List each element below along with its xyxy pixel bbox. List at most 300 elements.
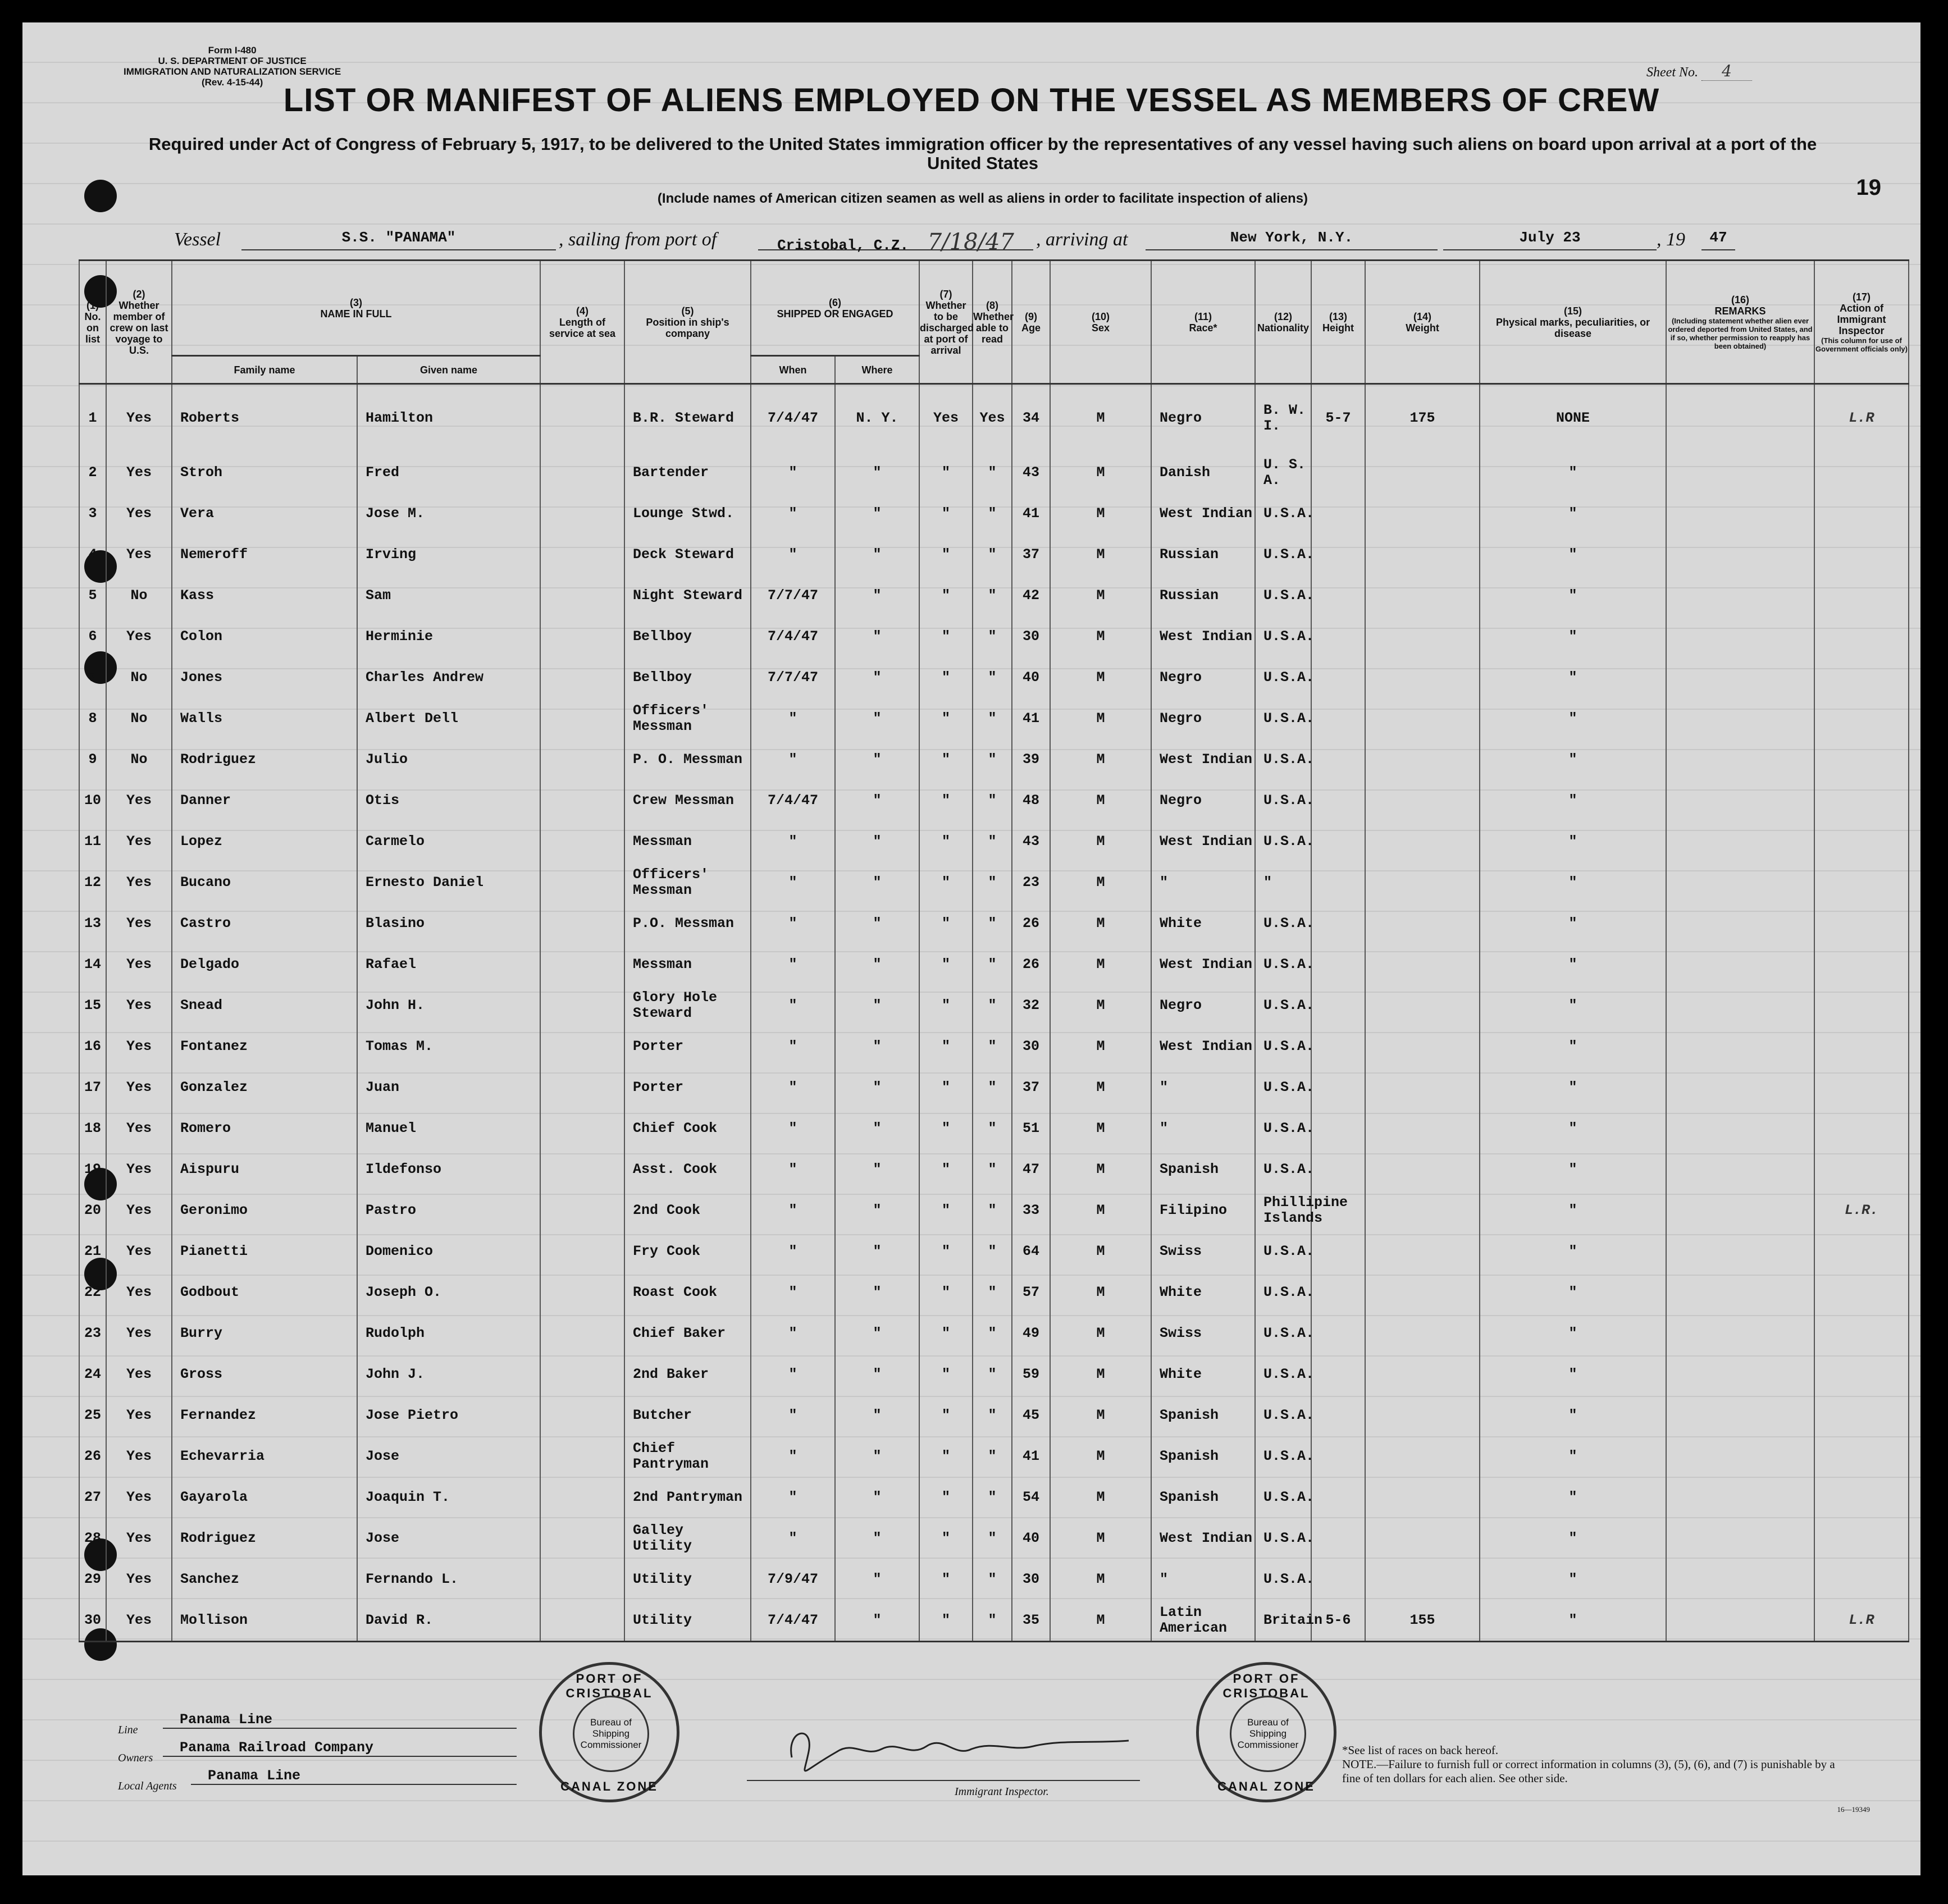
discharged-cell: ": [919, 1600, 973, 1642]
given-name-cell: Rafael: [357, 944, 540, 985]
nationality-cell: U.S.A.: [1255, 493, 1311, 534]
race-cell: West Indian: [1151, 1518, 1255, 1559]
family-name-cell: Snead: [172, 985, 357, 1026]
col-given-name-header: Given name: [357, 356, 540, 384]
shipped-when-cell: ": [751, 1026, 835, 1067]
owners-label: Owners: [118, 1752, 153, 1764]
age-cell: 41: [1012, 493, 1050, 534]
discharged-cell: ": [919, 1518, 973, 1559]
nationality-cell: U.S.A.: [1255, 739, 1311, 780]
read-cell: ": [973, 739, 1012, 780]
service-cell: [540, 1067, 624, 1108]
sex-cell: M: [1050, 1067, 1151, 1108]
row-number: 18: [79, 1108, 106, 1149]
marks-cell: ": [1480, 903, 1666, 944]
punch-hole: [84, 180, 117, 212]
read-cell: ": [973, 1190, 1012, 1231]
last-voyage-cell: Yes: [106, 944, 172, 985]
service-cell: [540, 1436, 624, 1477]
nationality-cell: Phillipine Islands: [1255, 1190, 1311, 1231]
sex-cell: M: [1050, 616, 1151, 657]
age-cell: 41: [1012, 698, 1050, 739]
position-cell: 2nd Baker: [624, 1354, 751, 1395]
shipped-where-cell: ": [835, 616, 919, 657]
nationality-cell: U.S.A.: [1255, 1231, 1311, 1272]
row-number: 7: [79, 657, 106, 698]
shipped-where-cell: ": [835, 1477, 919, 1518]
position-cell: Porter: [624, 1026, 751, 1067]
race-cell: West Indian: [1151, 739, 1255, 780]
table-row: [79, 944, 1909, 985]
discharged-cell: ": [919, 1395, 973, 1436]
height-cell: [1311, 452, 1365, 493]
read-cell: ": [973, 944, 1012, 985]
shipped-when-cell: ": [751, 1108, 835, 1149]
given-name-cell: Pastro: [357, 1190, 540, 1231]
service-cell: [540, 862, 624, 903]
discharged-cell: ": [919, 1108, 973, 1149]
action-cell: [1814, 739, 1909, 780]
age-cell: 59: [1012, 1354, 1050, 1395]
discharged-cell: ": [919, 1026, 973, 1067]
read-cell: Yes: [973, 384, 1012, 453]
service-cell: [540, 903, 624, 944]
last-voyage-cell: Yes: [106, 1559, 172, 1600]
service-cell: [540, 1518, 624, 1559]
marks-cell: ": [1480, 1190, 1666, 1231]
shipped-where-cell: ": [835, 739, 919, 780]
action-cell: [1814, 1026, 1909, 1067]
row-number: 25: [79, 1395, 106, 1436]
arrival-date: July 23: [1443, 229, 1657, 250]
col-last-voyage-header: (2) Whether member of crew on last voyage to U.S.: [106, 261, 172, 384]
table-row: [79, 1600, 1909, 1642]
inspector-signature: [769, 1718, 1140, 1780]
table-row: [79, 985, 1909, 1026]
marks-cell: ": [1480, 944, 1666, 985]
shipped-where-cell: ": [835, 1436, 919, 1477]
position-cell: Messman: [624, 944, 751, 985]
shipped-when-cell: ": [751, 985, 835, 1026]
height-cell: [1311, 698, 1365, 739]
col-position-header: (5) Position in ship's company: [624, 261, 751, 384]
agents-label: Local Agents: [118, 1780, 177, 1792]
family-name-cell: Danner: [172, 780, 357, 821]
last-voyage-cell: Yes: [106, 534, 172, 575]
age-cell: 43: [1012, 452, 1050, 493]
position-cell: Crew Messman: [624, 780, 751, 821]
service-cell: [540, 575, 624, 616]
page-subtitle: Required under Act of Congress of February 5, 1917, to be delivered to the United States immigration officer by the representatives of any vessel having such aliens on board upon arrival at a port of the United States: [148, 134, 1817, 173]
age-cell: 45: [1012, 1395, 1050, 1436]
shipped-when-cell: 7/4/47: [751, 616, 835, 657]
race-cell: West Indian: [1151, 1026, 1255, 1067]
marks-cell: ": [1480, 1354, 1666, 1395]
given-name-cell: Carmelo: [357, 821, 540, 862]
age-cell: 35: [1012, 1600, 1050, 1642]
sex-cell: M: [1050, 1026, 1151, 1067]
service-cell: [540, 534, 624, 575]
age-cell: 48: [1012, 780, 1050, 821]
last-voyage-cell: Yes: [106, 1231, 172, 1272]
given-name-cell: Julio: [357, 739, 540, 780]
age-cell: 30: [1012, 1026, 1050, 1067]
col-read-header: (8) Whether able to read: [973, 261, 1012, 384]
weight-cell: [1365, 698, 1480, 739]
weight-cell: [1365, 1067, 1480, 1108]
weight-cell: [1365, 1231, 1480, 1272]
table-row: [79, 657, 1909, 698]
action-cell: [1814, 1559, 1909, 1600]
sex-cell: M: [1050, 384, 1151, 453]
weight-cell: 175: [1365, 384, 1480, 453]
nationality-cell: U.S.A.: [1255, 985, 1311, 1026]
shipped-when-cell: 7/7/47: [751, 657, 835, 698]
nationality-cell: U.S.A.: [1255, 1313, 1311, 1354]
remarks-cell: [1666, 575, 1814, 616]
remarks-cell: [1666, 903, 1814, 944]
crew-table: [79, 259, 1909, 1642]
race-cell: ": [1151, 1067, 1255, 1108]
given-name-cell: Otis: [357, 780, 540, 821]
race-cell: Swiss: [1151, 1231, 1255, 1272]
weight-cell: [1365, 780, 1480, 821]
given-name-cell: Manuel: [357, 1108, 540, 1149]
sailing-label: , sailing from port of: [559, 229, 717, 250]
remarks-cell: [1666, 1149, 1814, 1190]
form-service: IMMIGRATION AND NATURALIZATION SERVICE: [124, 66, 341, 77]
service-cell: [540, 944, 624, 985]
sex-cell: M: [1050, 1354, 1151, 1395]
read-cell: ": [973, 1231, 1012, 1272]
voyage-details: [22, 229, 1920, 257]
position-cell: 2nd Pantryman: [624, 1477, 751, 1518]
read-cell: ": [973, 780, 1012, 821]
height-cell: [1311, 575, 1365, 616]
height-cell: [1311, 944, 1365, 985]
discharged-cell: ": [919, 1436, 973, 1477]
remarks-cell: [1666, 1600, 1814, 1642]
shipped-when-cell: ": [751, 1354, 835, 1395]
given-name-cell: Domenico: [357, 1231, 540, 1272]
last-voyage-cell: No: [106, 698, 172, 739]
col-where-header: Where: [835, 356, 919, 384]
shipped-when-cell: ": [751, 944, 835, 985]
position-cell: Roast Cook: [624, 1272, 751, 1313]
height-cell: [1311, 1231, 1365, 1272]
shipped-where-cell: ": [835, 1067, 919, 1108]
age-cell: 30: [1012, 616, 1050, 657]
weight-cell: [1365, 739, 1480, 780]
marks-cell: ": [1480, 1436, 1666, 1477]
given-name-cell: Ernesto Daniel: [357, 862, 540, 903]
shipped-where-cell: ": [835, 1313, 919, 1354]
departure-port: Cristobal, C.Z. 7/18/47: [758, 229, 1033, 250]
row-number: 27: [79, 1477, 106, 1518]
discharged-cell: ": [919, 534, 973, 575]
action-cell: [1814, 1231, 1909, 1272]
row-number: 3: [79, 493, 106, 534]
races-note: *See list of races on back hereof.: [1342, 1743, 1499, 1757]
sex-cell: M: [1050, 821, 1151, 862]
given-name-cell: Juan: [357, 1067, 540, 1108]
race-cell: ": [1151, 862, 1255, 903]
sex-cell: M: [1050, 657, 1151, 698]
height-cell: [1311, 780, 1365, 821]
weight-cell: [1365, 493, 1480, 534]
height-cell: [1311, 1436, 1365, 1477]
service-cell: [540, 1354, 624, 1395]
position-cell: Butcher: [624, 1395, 751, 1436]
sex-cell: M: [1050, 452, 1151, 493]
sex-cell: M: [1050, 780, 1151, 821]
shipped-when-cell: 7/9/47: [751, 1559, 835, 1600]
table-row: [79, 1231, 1909, 1272]
nationality-cell: U.S.A.: [1255, 698, 1311, 739]
height-cell: [1311, 1149, 1365, 1190]
last-voyage-cell: Yes: [106, 493, 172, 534]
last-voyage-cell: Yes: [106, 1600, 172, 1642]
nationality-cell: U.S.A.: [1255, 1395, 1311, 1436]
weight-cell: [1365, 1313, 1480, 1354]
discharged-cell: ": [919, 1231, 973, 1272]
remarks-cell: [1666, 1436, 1814, 1477]
table-row: [79, 1436, 1909, 1477]
given-name-cell: Joaquin T.: [357, 1477, 540, 1518]
position-cell: Bartender: [624, 452, 751, 493]
inspector-label: Immigrant Inspector.: [955, 1786, 1049, 1798]
discharged-cell: Yes: [919, 384, 973, 453]
col-marks-header: (15) Physical marks, peculiarities, or disease: [1480, 261, 1666, 384]
remarks-cell: [1666, 1313, 1814, 1354]
nationality-cell: U.S.A.: [1255, 1477, 1311, 1518]
row-number: 10: [79, 780, 106, 821]
row-number: 21: [79, 1231, 106, 1272]
given-name-cell: Jose M.: [357, 493, 540, 534]
table-row: [79, 1272, 1909, 1313]
age-cell: 54: [1012, 1477, 1050, 1518]
nationality-cell: U.S.A.: [1255, 780, 1311, 821]
age-cell: 41: [1012, 1436, 1050, 1477]
position-cell: Bellboy: [624, 657, 751, 698]
race-cell: White: [1151, 1354, 1255, 1395]
table-row: [79, 1108, 1909, 1149]
nationality-cell: U.S.A.: [1255, 657, 1311, 698]
given-name-cell: Jose Pietro: [357, 1395, 540, 1436]
last-voyage-cell: Yes: [106, 1026, 172, 1067]
position-cell: Officers' Messman: [624, 698, 751, 739]
nationality-cell: U.S.A.: [1255, 1354, 1311, 1395]
remarks-cell: [1666, 1354, 1814, 1395]
nationality-cell: U.S.A.: [1255, 1149, 1311, 1190]
last-voyage-cell: Yes: [106, 1354, 172, 1395]
race-cell: Swiss: [1151, 1313, 1255, 1354]
marks-cell: ": [1480, 1395, 1666, 1436]
read-cell: ": [973, 1149, 1012, 1190]
family-name-cell: Roberts: [172, 384, 357, 453]
service-cell: [540, 493, 624, 534]
height-cell: [1311, 1067, 1365, 1108]
family-name-cell: Mollison: [172, 1600, 357, 1642]
action-cell: [1814, 534, 1909, 575]
handwritten-date: 7/18/47: [927, 229, 1014, 255]
row-number: 6: [79, 616, 106, 657]
service-cell: [540, 780, 624, 821]
marks-cell: ": [1480, 1313, 1666, 1354]
weight-cell: [1365, 616, 1480, 657]
table-row: [79, 616, 1909, 657]
height-cell: [1311, 903, 1365, 944]
last-voyage-cell: Yes: [106, 1108, 172, 1149]
shipped-where-cell: ": [835, 1559, 919, 1600]
last-voyage-cell: Yes: [106, 1313, 172, 1354]
action-cell: [1814, 821, 1909, 862]
weight-cell: 155: [1365, 1600, 1480, 1642]
shipped-where-cell: ": [835, 1600, 919, 1642]
col-name-header: (3) NAME IN FULL: [172, 261, 540, 356]
height-cell: [1311, 862, 1365, 903]
action-cell: [1814, 1354, 1909, 1395]
shipped-where-cell: ": [835, 1231, 919, 1272]
row-number: 12: [79, 862, 106, 903]
nationality-cell: U.S.A.: [1255, 616, 1311, 657]
remarks-cell: [1666, 1190, 1814, 1231]
shipped-when-cell: ": [751, 1436, 835, 1477]
age-cell: 34: [1012, 384, 1050, 453]
age-cell: 64: [1012, 1231, 1050, 1272]
shipped-where-cell: ": [835, 780, 919, 821]
age-cell: 23: [1012, 862, 1050, 903]
row-number: 23: [79, 1313, 106, 1354]
weight-cell: [1365, 1436, 1480, 1477]
sex-cell: M: [1050, 1436, 1151, 1477]
read-cell: ": [973, 1067, 1012, 1108]
arriving-label: , arriving at: [1036, 229, 1128, 250]
note-text: —Failure to furnish full or correct information in columns (3), (5), (6), and (7) is punishable by a fine of ten dollars for each alien. See other side.: [1342, 1757, 1835, 1785]
sex-cell: M: [1050, 1149, 1151, 1190]
marks-cell: ": [1480, 985, 1666, 1026]
col-nationality-header: (12) Nationality: [1255, 261, 1311, 384]
remarks-cell: [1666, 493, 1814, 534]
sex-cell: M: [1050, 534, 1151, 575]
height-cell: [1311, 1477, 1365, 1518]
given-name-cell: Irving: [357, 534, 540, 575]
remarks-cell: [1666, 616, 1814, 657]
marks-cell: ": [1480, 1231, 1666, 1272]
vessel-label: Vessel: [174, 229, 221, 250]
table-row: [79, 780, 1909, 821]
action-cell: [1814, 1395, 1909, 1436]
marks-cell: ": [1480, 534, 1666, 575]
page-subtitle-note: (Include names of American citizen seamen as well as aliens in order to facilitate inspection of aliens): [657, 191, 1308, 206]
marks-cell: ": [1480, 1108, 1666, 1149]
row-number: 5: [79, 575, 106, 616]
age-cell: 43: [1012, 821, 1050, 862]
shipped-when-cell: ": [751, 698, 835, 739]
table-row: [79, 862, 1909, 903]
row-number: 20: [79, 1190, 106, 1231]
given-name-cell: Fernando L.: [357, 1559, 540, 1600]
last-voyage-cell: Yes: [106, 1149, 172, 1190]
race-cell: Latin American: [1151, 1600, 1255, 1642]
shipped-when-cell: ": [751, 862, 835, 903]
last-voyage-cell: Yes: [106, 1477, 172, 1518]
position-cell: Asst. Cook: [624, 1149, 751, 1190]
nationality-cell: U.S.A.: [1255, 1026, 1311, 1067]
sex-cell: M: [1050, 1395, 1151, 1436]
sheet-label: Sheet No.: [1646, 65, 1698, 80]
position-cell: Chief Pantryman: [624, 1436, 751, 1477]
read-cell: ": [973, 1026, 1012, 1067]
read-cell: ": [973, 1477, 1012, 1518]
sex-cell: M: [1050, 1600, 1151, 1642]
last-voyage-cell: Yes: [106, 1272, 172, 1313]
service-cell: [540, 1026, 624, 1067]
read-cell: ": [973, 698, 1012, 739]
last-voyage-cell: Yes: [106, 1067, 172, 1108]
read-cell: ": [973, 1272, 1012, 1313]
age-cell: 42: [1012, 575, 1050, 616]
remarks-cell: [1666, 657, 1814, 698]
sex-cell: M: [1050, 985, 1151, 1026]
given-name-cell: Blasino: [357, 903, 540, 944]
shipped-when-cell: ": [751, 1067, 835, 1108]
note-label: NOTE.: [1342, 1757, 1377, 1771]
sex-cell: M: [1050, 739, 1151, 780]
vessel-name: S.S. "PANAMA": [241, 229, 556, 250]
marks-cell: ": [1480, 1477, 1666, 1518]
age-cell: 26: [1012, 903, 1050, 944]
shipped-where-cell: N. Y.: [835, 384, 919, 453]
sex-cell: M: [1050, 1272, 1151, 1313]
family-name-cell: Lopez: [172, 821, 357, 862]
discharged-cell: ": [919, 1354, 973, 1395]
action-cell: [1814, 616, 1909, 657]
family-name-cell: Gonzalez: [172, 1067, 357, 1108]
action-cell: [1814, 657, 1909, 698]
shipped-when-cell: ": [751, 903, 835, 944]
last-voyage-cell: Yes: [106, 862, 172, 903]
owners-value: Panama Railroad Company: [163, 1739, 517, 1757]
race-cell: Negro: [1151, 780, 1255, 821]
sex-cell: M: [1050, 1108, 1151, 1149]
race-cell: White: [1151, 1272, 1255, 1313]
weight-cell: [1365, 1108, 1480, 1149]
shipped-where-cell: ": [835, 1026, 919, 1067]
table-row: [79, 493, 1909, 534]
shipped-when-cell: ": [751, 1272, 835, 1313]
weight-cell: [1365, 534, 1480, 575]
col-no-header: (1) No. on list: [79, 261, 106, 384]
race-cell: Spanish: [1151, 1477, 1255, 1518]
action-cell: [1814, 1313, 1909, 1354]
weight-cell: [1365, 821, 1480, 862]
weight-cell: [1365, 1354, 1480, 1395]
sex-cell: M: [1050, 575, 1151, 616]
service-cell: [540, 1190, 624, 1231]
read-cell: ": [973, 493, 1012, 534]
discharged-cell: ": [919, 1272, 973, 1313]
marks-cell: ": [1480, 739, 1666, 780]
race-cell: Spanish: [1151, 1436, 1255, 1477]
shipped-where-cell: ": [835, 452, 919, 493]
family-name-cell: Bucano: [172, 862, 357, 903]
sex-cell: M: [1050, 1559, 1151, 1600]
sheet-value: 4: [1701, 62, 1752, 81]
line-value: Panama Line: [163, 1711, 517, 1729]
remarks-cell: [1666, 1026, 1814, 1067]
shipped-where-cell: ": [835, 1395, 919, 1436]
